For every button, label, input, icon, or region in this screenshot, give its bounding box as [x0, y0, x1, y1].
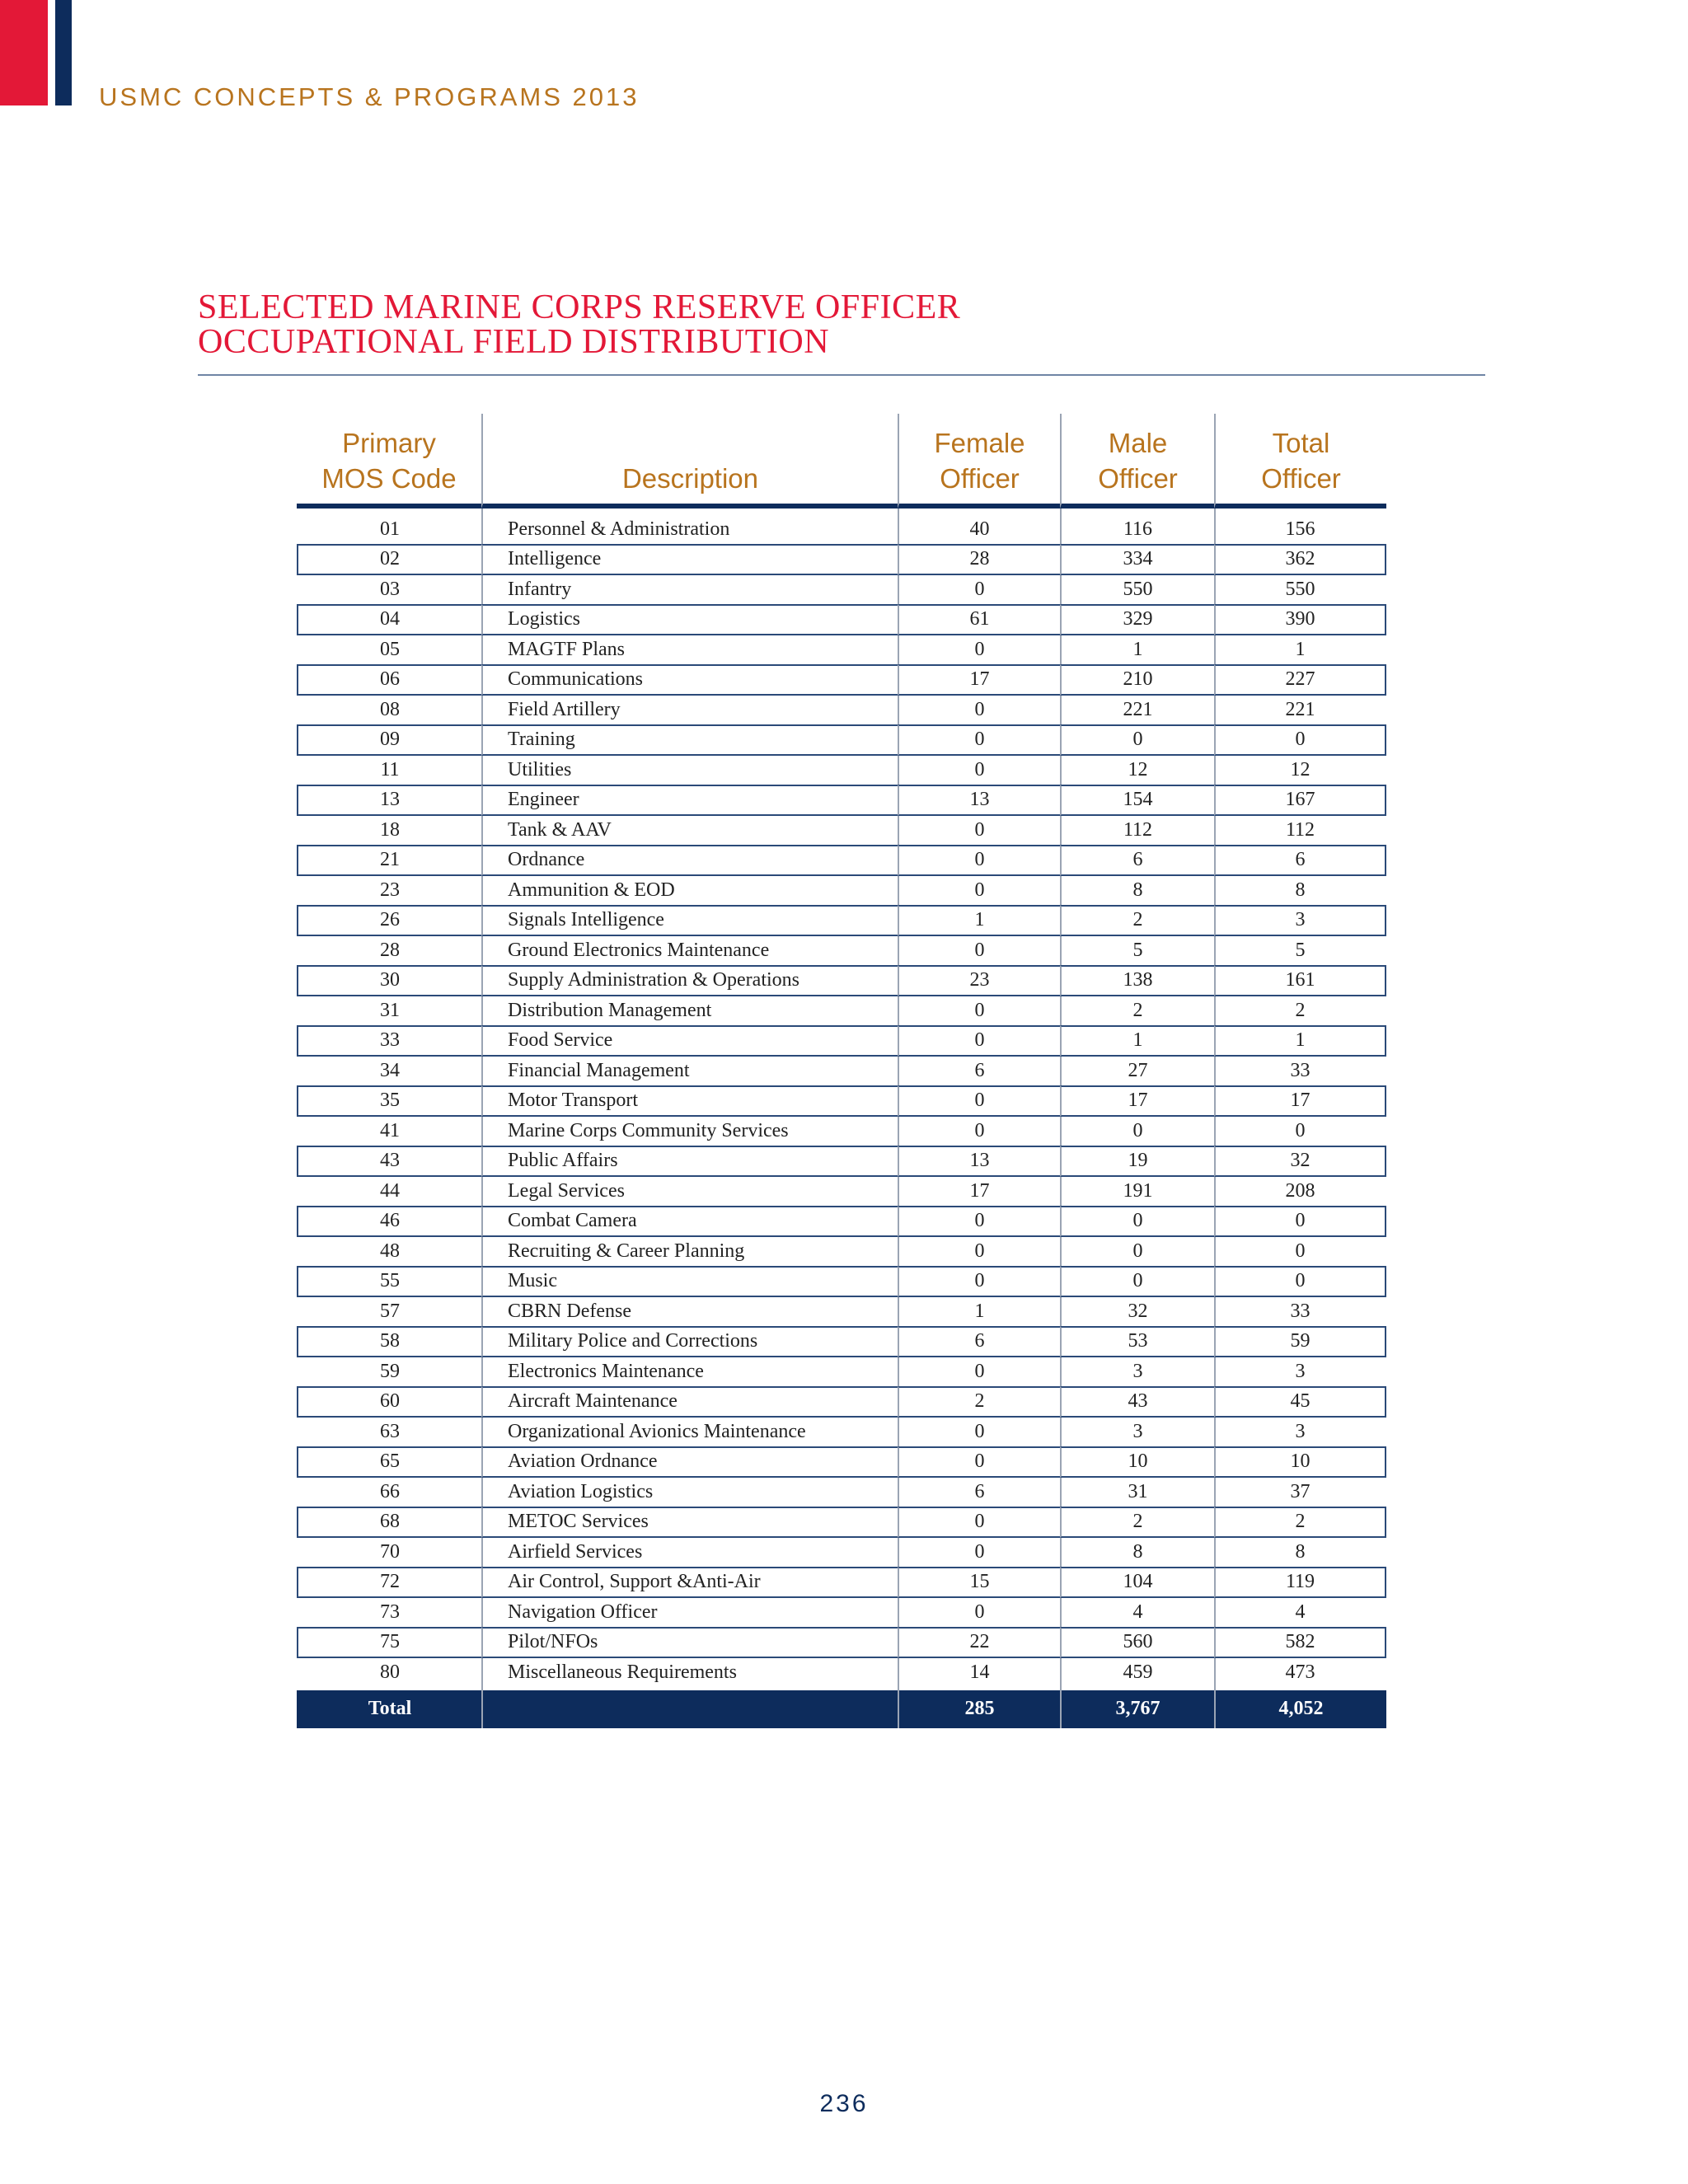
description-cell: Communications	[481, 664, 898, 696]
mos-code-cell: 46	[297, 1206, 481, 1238]
mos-code-cell: 21	[297, 845, 481, 877]
table-row	[297, 845, 1386, 877]
table-row	[297, 1237, 1386, 1266]
male-officer-cell: 3	[1060, 1357, 1214, 1386]
mos-code-cell: 09	[297, 724, 481, 757]
female-officer-cell: 1	[898, 905, 1060, 937]
total-officer-cell: 8	[1214, 1538, 1386, 1567]
male-officer-cell: 3	[1060, 1418, 1214, 1446]
mos-code-cell: 59	[380, 1360, 400, 1382]
header-total-officer	[1214, 414, 1386, 509]
header-female-line1: Female	[934, 428, 1025, 458]
mos-code-cell: 63	[380, 1420, 400, 1442]
total-officer-cell: 59	[1214, 1326, 1386, 1358]
table-row	[297, 696, 1386, 724]
header-female-line2: Officer	[940, 463, 1020, 494]
female-officer-cell: 0	[898, 724, 1060, 757]
description-cell: Military Police and Corrections	[481, 1326, 898, 1358]
header-male-officer	[1060, 414, 1214, 509]
female-officer-cell: 0	[898, 1598, 1060, 1627]
mos-code-cell: 08	[380, 698, 400, 720]
table-header-row	[297, 414, 1386, 509]
total-officer-cell: 17	[1214, 1085, 1386, 1118]
table-row	[297, 664, 1386, 696]
female-officer-cell: 23	[898, 965, 1060, 997]
table-row	[297, 1206, 1386, 1238]
total-officer-cell: 550	[1214, 575, 1386, 604]
distribution-table	[297, 414, 1386, 1728]
mos-code-cell: 23	[380, 879, 400, 901]
male-officer-cell: 0	[1060, 1237, 1214, 1266]
total-male-cell: 3,767	[1060, 1690, 1214, 1728]
female-officer-cell: 17	[898, 664, 1060, 696]
description-cell: Recruiting & Career Planning	[481, 1237, 898, 1266]
mos-code-cell: 01	[380, 518, 400, 540]
mos-code-cell: 55	[297, 1266, 481, 1298]
mos-code-cell: 05	[380, 638, 400, 660]
male-officer-cell: 116	[1060, 515, 1214, 544]
mos-code-cell: 06	[297, 664, 481, 696]
male-officer-cell: 329	[1060, 604, 1214, 636]
total-officer-cell: 6	[1214, 845, 1386, 877]
female-officer-cell: 2	[898, 1386, 1060, 1418]
female-officer-cell: 0	[898, 876, 1060, 905]
page-title	[198, 290, 1485, 376]
table-row	[297, 1297, 1386, 1326]
table-row	[297, 785, 1386, 817]
male-officer-cell: 0	[1060, 1117, 1214, 1146]
table-row	[297, 1446, 1386, 1479]
female-officer-cell: 0	[898, 816, 1060, 845]
male-officer-cell: 4	[1060, 1598, 1214, 1627]
female-officer-cell: 13	[898, 785, 1060, 817]
table-row	[297, 575, 1386, 604]
table-row	[297, 1627, 1386, 1659]
description-cell: Intelligence	[481, 544, 898, 576]
mos-code-cell: 66	[380, 1480, 400, 1502]
table-row	[297, 905, 1386, 937]
female-officer-cell: 0	[898, 1507, 1060, 1539]
total-officer-cell: 37	[1214, 1478, 1386, 1507]
total-officer-cell: 45	[1214, 1386, 1386, 1418]
description-cell: METOC Services	[481, 1507, 898, 1539]
female-officer-cell: 6	[898, 1057, 1060, 1085]
male-officer-cell: 19	[1060, 1146, 1214, 1178]
male-officer-cell: 5	[1060, 936, 1214, 965]
page-number: 236	[819, 2090, 869, 2117]
table-row	[297, 816, 1386, 845]
total-officer-cell: 2	[1214, 996, 1386, 1025]
mos-code-cell: 43	[297, 1146, 481, 1178]
description-cell: Music	[481, 1266, 898, 1298]
total-officer-cell: 3	[1214, 905, 1386, 937]
male-officer-cell: 191	[1060, 1177, 1214, 1206]
female-officer-cell: 0	[898, 1446, 1060, 1479]
table-row	[297, 1326, 1386, 1358]
male-officer-cell: 210	[1060, 664, 1214, 696]
description-cell: Ground Electronics Maintenance	[481, 936, 898, 965]
total-officer-cell: 0	[1214, 1237, 1386, 1266]
header-mos-code-line2: MOS Code	[321, 463, 457, 494]
female-officer-cell: 0	[898, 845, 1060, 877]
table-row	[297, 1567, 1386, 1599]
description-cell: Distribution Management	[481, 996, 898, 1025]
female-officer-cell: 28	[898, 544, 1060, 576]
female-officer-cell: 0	[898, 1538, 1060, 1567]
total-officer-cell: 2	[1214, 1507, 1386, 1539]
mos-code-cell: 72	[297, 1567, 481, 1599]
table-row	[297, 1057, 1386, 1085]
male-officer-cell: 1	[1060, 635, 1214, 664]
table-row	[297, 756, 1386, 785]
header-description-label: Description	[621, 463, 759, 494]
description-cell: Aviation Logistics	[481, 1478, 898, 1507]
total-officer-cell: 33	[1214, 1057, 1386, 1085]
male-officer-cell: 1	[1060, 1025, 1214, 1057]
table-row	[297, 604, 1386, 636]
total-officer-cell: 4	[1214, 1598, 1386, 1627]
male-officer-cell: 112	[1060, 816, 1214, 845]
total-officer-cell: 227	[1214, 664, 1386, 696]
mos-code-cell: 44	[380, 1179, 400, 1202]
description-cell: Aircraft Maintenance	[481, 1386, 898, 1418]
male-officer-cell: 104	[1060, 1567, 1214, 1599]
male-officer-cell: 0	[1060, 1206, 1214, 1238]
description-cell: Field Artillery	[481, 696, 898, 724]
male-officer-cell: 17	[1060, 1085, 1214, 1118]
mos-code-cell: 03	[380, 578, 400, 600]
total-officer-cell: 8	[1214, 876, 1386, 905]
header-female-officer	[898, 414, 1060, 509]
table-row	[297, 635, 1386, 664]
total-officer-cell: 10	[1214, 1446, 1386, 1479]
description-cell: CBRN Defense	[481, 1297, 898, 1326]
male-officer-cell: 0	[1060, 724, 1214, 757]
description-cell: Utilities	[481, 756, 898, 785]
description-cell: Engineer	[481, 785, 898, 817]
female-officer-cell: 0	[898, 575, 1060, 604]
female-officer-cell: 6	[898, 1478, 1060, 1507]
female-officer-cell: 0	[898, 1266, 1060, 1298]
mos-code-cell: 41	[380, 1119, 400, 1141]
total-officer-cell: 33	[1214, 1297, 1386, 1326]
male-officer-cell: 0	[1060, 1266, 1214, 1298]
description-cell: Air Control, Support &Anti-Air	[481, 1567, 898, 1599]
mos-code-cell: 18	[380, 818, 400, 841]
table-row	[297, 996, 1386, 1025]
table-row	[297, 1177, 1386, 1206]
female-officer-cell: 61	[898, 604, 1060, 636]
male-officer-cell: 550	[1060, 575, 1214, 604]
mos-code-cell: 75	[297, 1627, 481, 1659]
male-officer-cell: 10	[1060, 1446, 1214, 1479]
mos-code-cell: 73	[380, 1601, 400, 1623]
total-officer-cell: 3	[1214, 1418, 1386, 1446]
total-officer-cell: 0	[1214, 724, 1386, 757]
table-row	[297, 876, 1386, 905]
female-officer-cell: 0	[898, 996, 1060, 1025]
total-officer-cell: 1	[1214, 1025, 1386, 1057]
female-officer-cell: 13	[898, 1146, 1060, 1178]
mos-code-cell: 48	[380, 1240, 400, 1262]
description-cell: Pilot/NFOs	[481, 1627, 898, 1659]
description-cell: Supply Administration & Operations	[481, 965, 898, 997]
header-male-line1: Male	[1108, 428, 1168, 458]
total-officer-cell: 473	[1214, 1658, 1386, 1687]
male-officer-cell: 459	[1060, 1658, 1214, 1687]
table-row	[297, 936, 1386, 965]
total-label-cell: Total	[297, 1690, 481, 1728]
description-cell: Signals Intelligence	[481, 905, 898, 937]
total-officer-cell: 0	[1214, 1266, 1386, 1298]
male-officer-cell: 8	[1060, 1538, 1214, 1567]
description-cell: MAGTF Plans	[481, 635, 898, 664]
male-officer-cell: 31	[1060, 1478, 1214, 1507]
table-row	[297, 544, 1386, 576]
description-cell: Airfield Services	[481, 1538, 898, 1567]
total-officer-cell: 112	[1214, 816, 1386, 845]
total-officer-cell: 0	[1214, 1206, 1386, 1238]
table-row	[297, 1598, 1386, 1627]
total-officer-cell: 161	[1214, 965, 1386, 997]
header-total-line2: Officer	[1261, 463, 1341, 494]
running-head: USMC CONCEPTS & PROGRAMS 2013	[99, 82, 640, 111]
description-cell: Combat Camera	[481, 1206, 898, 1238]
female-officer-cell: 0	[898, 756, 1060, 785]
description-cell: Tank & AAV	[481, 816, 898, 845]
table-row	[297, 515, 1386, 544]
description-cell: Marine Corps Community Services	[481, 1117, 898, 1146]
description-cell: Financial Management	[481, 1057, 898, 1085]
table-row	[297, 1507, 1386, 1539]
mos-code-cell: 35	[297, 1085, 481, 1118]
male-officer-cell: 334	[1060, 544, 1214, 576]
mos-code-cell: 33	[297, 1025, 481, 1057]
mos-code-cell: 57	[380, 1300, 400, 1322]
female-officer-cell: 1	[898, 1297, 1060, 1326]
mos-code-cell: 68	[297, 1507, 481, 1539]
total-officer-cell: 156	[1214, 515, 1386, 544]
total-officer-cell: 167	[1214, 785, 1386, 817]
male-officer-cell: 154	[1060, 785, 1214, 817]
male-officer-cell: 8	[1060, 876, 1214, 905]
mos-code-cell: 28	[380, 939, 400, 961]
mos-code-cell: 60	[297, 1386, 481, 1418]
description-cell: Navigation Officer	[481, 1598, 898, 1627]
description-cell: Ordnance	[481, 845, 898, 877]
female-officer-cell: 0	[898, 1418, 1060, 1446]
total-row	[297, 1690, 1386, 1728]
description-cell: Legal Services	[481, 1177, 898, 1206]
table-row	[297, 965, 1386, 997]
mos-code-cell: 34	[380, 1059, 400, 1081]
total-officer-cell: 32	[1214, 1146, 1386, 1178]
table-row	[297, 724, 1386, 757]
header-mos-code-line1: Primary	[342, 428, 436, 458]
table-row	[297, 1357, 1386, 1386]
total-officer-cell: 0	[1214, 1117, 1386, 1146]
mos-code-cell: 70	[380, 1540, 400, 1563]
title-line-1: SELECTED MARINE CORPS RESERVE OFFICER	[198, 288, 961, 326]
female-officer-cell: 14	[898, 1658, 1060, 1687]
total-officer-cell: 12	[1214, 756, 1386, 785]
table-row	[297, 1266, 1386, 1298]
male-officer-cell: 27	[1060, 1057, 1214, 1085]
description-cell: Food Service	[481, 1025, 898, 1057]
mos-code-cell: 02	[297, 544, 481, 576]
red-accent-bar	[0, 0, 48, 105]
mos-code-cell: 31	[380, 999, 400, 1021]
table-row	[297, 1386, 1386, 1418]
description-cell: Organizational Avionics Maintenance	[481, 1418, 898, 1446]
total-female-cell: 285	[898, 1690, 1060, 1728]
male-officer-cell: 43	[1060, 1386, 1214, 1418]
description-cell: Infantry	[481, 575, 898, 604]
male-officer-cell: 12	[1060, 756, 1214, 785]
total-officer-cell: 208	[1214, 1177, 1386, 1206]
mos-code-cell: 26	[297, 905, 481, 937]
female-officer-cell: 15	[898, 1567, 1060, 1599]
table-row	[297, 1117, 1386, 1146]
female-officer-cell: 0	[898, 1206, 1060, 1238]
table-body	[297, 509, 1386, 1728]
male-officer-cell: 6	[1060, 845, 1214, 877]
description-cell: Aviation Ordnance	[481, 1446, 898, 1479]
header-male-line2: Officer	[1098, 463, 1178, 494]
male-officer-cell: 138	[1060, 965, 1214, 997]
male-officer-cell: 32	[1060, 1297, 1214, 1326]
male-officer-cell: 221	[1060, 696, 1214, 724]
description-cell: Personnel & Administration	[481, 515, 898, 544]
mos-code-cell: 80	[380, 1661, 400, 1683]
male-officer-cell: 2	[1060, 905, 1214, 937]
description-cell: Miscellaneous Requirements	[481, 1658, 898, 1687]
table-row	[297, 1146, 1386, 1178]
table-row	[297, 1025, 1386, 1057]
female-officer-cell: 0	[898, 1357, 1060, 1386]
header-description	[481, 414, 898, 509]
mos-code-cell: 58	[297, 1326, 481, 1358]
total-officer-cell: 5	[1214, 936, 1386, 965]
female-officer-cell: 0	[898, 936, 1060, 965]
table-row	[297, 1658, 1386, 1687]
header-mos-code	[297, 414, 481, 509]
description-cell: Ammunition & EOD	[481, 876, 898, 905]
mos-code-cell: 11	[380, 758, 400, 780]
mos-code-cell: 65	[297, 1446, 481, 1479]
total-officer-cell: 582	[1214, 1627, 1386, 1659]
male-officer-cell: 2	[1060, 1507, 1214, 1539]
female-officer-cell: 22	[898, 1627, 1060, 1659]
female-officer-cell: 0	[898, 1025, 1060, 1057]
mos-code-cell: 04	[297, 604, 481, 636]
female-officer-cell: 6	[898, 1326, 1060, 1358]
male-officer-cell: 560	[1060, 1627, 1214, 1659]
table-row	[297, 1418, 1386, 1446]
total-officer-cell: 390	[1214, 604, 1386, 636]
total-total-cell: 4,052	[1214, 1690, 1386, 1728]
female-officer-cell: 0	[898, 1117, 1060, 1146]
female-officer-cell: 0	[898, 635, 1060, 664]
mos-code-cell: 30	[297, 965, 481, 997]
female-officer-cell: 0	[898, 1085, 1060, 1118]
description-cell: Motor Transport	[481, 1085, 898, 1118]
mos-code-cell: 13	[297, 785, 481, 817]
total-officer-cell: 119	[1214, 1567, 1386, 1599]
navy-accent-bar	[55, 0, 72, 105]
table-row	[297, 1478, 1386, 1507]
total-officer-cell: 362	[1214, 544, 1386, 576]
table-row	[297, 1538, 1386, 1567]
female-officer-cell: 0	[898, 696, 1060, 724]
male-officer-cell: 53	[1060, 1326, 1214, 1358]
description-cell: Public Affairs	[481, 1146, 898, 1178]
table-row	[297, 1085, 1386, 1118]
male-officer-cell: 2	[1060, 996, 1214, 1025]
description-cell: Training	[481, 724, 898, 757]
female-officer-cell: 17	[898, 1177, 1060, 1206]
total-officer-cell: 221	[1214, 696, 1386, 724]
female-officer-cell: 0	[898, 1237, 1060, 1266]
description-cell: Electronics Maintenance	[481, 1357, 898, 1386]
total-description-cell	[481, 1690, 898, 1728]
total-officer-cell: 1	[1214, 635, 1386, 664]
header-total-line1: Total	[1272, 428, 1330, 458]
female-officer-cell: 40	[898, 515, 1060, 544]
title-line-2: OCCUPATIONAL FIELD DISTRIBUTION	[198, 323, 830, 361]
header-spacer	[297, 509, 1386, 515]
description-cell: Logistics	[481, 604, 898, 636]
total-officer-cell: 3	[1214, 1357, 1386, 1386]
